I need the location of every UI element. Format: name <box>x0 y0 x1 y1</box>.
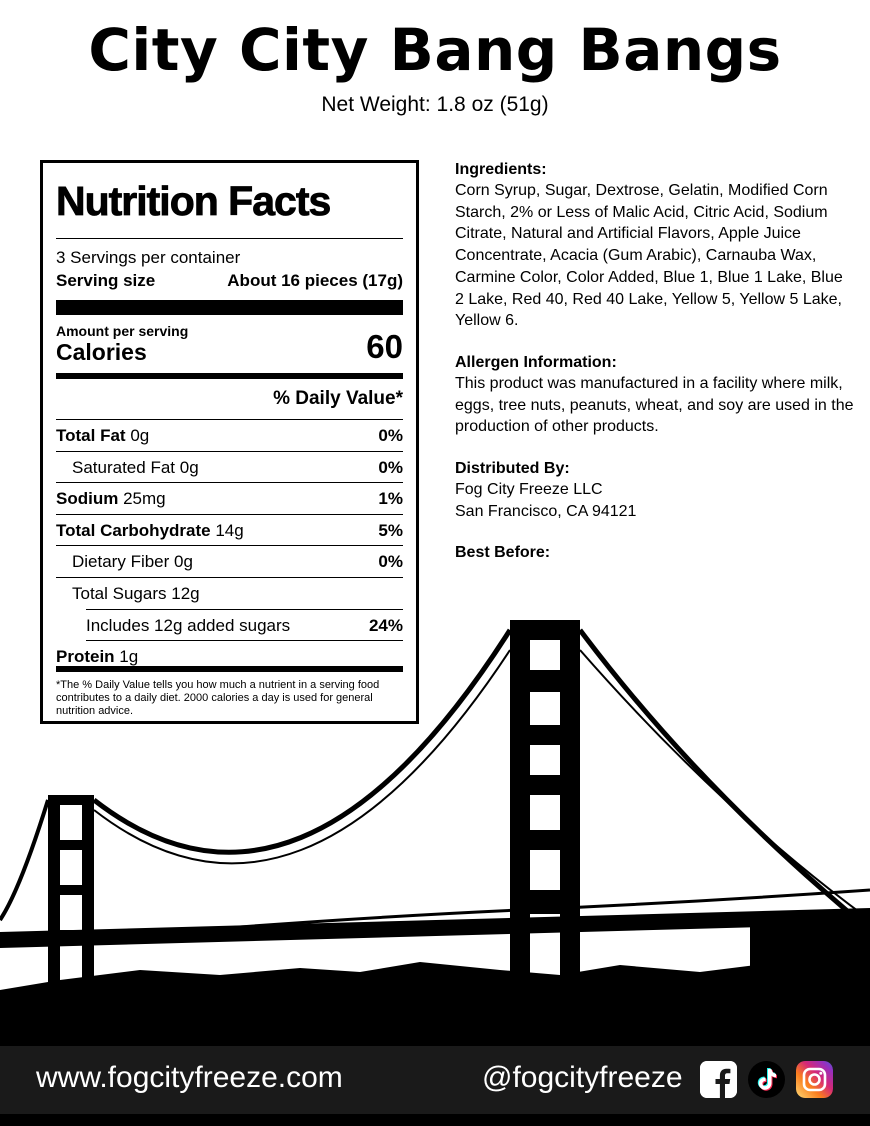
distributor-address: San Francisco, CA 94121 <box>455 502 637 520</box>
nutrient-amount: 0g <box>174 552 193 571</box>
nutrient-amount: 0g <box>179 457 199 477</box>
nutrient-dv: 5% <box>378 520 403 540</box>
nutrient-row <box>56 546 403 578</box>
ingredients-section <box>455 160 855 332</box>
nutrient-row <box>56 483 403 515</box>
calories-value: 60 <box>366 328 403 365</box>
best-before-section <box>455 543 855 563</box>
servings-per-container: 3 Servings per container <box>56 248 241 267</box>
ingredients-text: Corn Syrup, Sugar, Dextrose, Gelatin, Modified Corn Starch, 2% or Less of Malic Acid, Citric Acid, Sodium Citrate, Natural and Artificial Flavors, Apple Juice Concentrate, Acacia (Gum Arabic), Carnauba Wax, Carmine Color, Color Added, Blue 1, Blue 1 Lake, Blue 2 Lake, Red 40, Red 40 Lake, Yellow 5, Yellow 5 Lake, Yellow 6. <box>455 182 843 330</box>
nutrient-name: Total Carbohydrate <box>56 520 211 540</box>
daily-value-header: % Daily Value* <box>56 379 403 420</box>
nutrient-dv: 24% <box>368 616 403 635</box>
nutrient-row <box>56 452 403 484</box>
nutrient-dv: 0% <box>378 552 403 571</box>
facebook-icon[interactable] <box>700 1061 737 1098</box>
nutrition-facts-panel <box>40 160 419 724</box>
serving-size-row <box>56 270 403 292</box>
calories-label: Calories <box>56 339 147 365</box>
nutrition-facts-title: Nutrition Facts <box>56 178 403 239</box>
daily-value-footnote: *The % Daily Value tells you how much a nutrient in a serving food contributes to a daily diet. 2000 calories a day is used for general nutrition advice. <box>56 678 380 717</box>
website-link[interactable]: www.fogcityfreeze.com <box>36 1061 343 1094</box>
nutrient-amount: 14g <box>215 520 244 540</box>
nutrient-amount: 25mg <box>123 489 166 508</box>
best-before-heading: Best Before: <box>455 544 551 562</box>
nutrient-dv: 0% <box>378 457 403 477</box>
nutrient-amount: 12g <box>171 583 200 603</box>
nutrient-name: Dietary Fiber <box>72 552 170 571</box>
nutrient-name: Saturated Fat <box>72 457 176 477</box>
product-title: City City Bang Bangs <box>88 16 782 84</box>
amount-per-serving: Amount per serving <box>56 323 189 339</box>
nutrient-row <box>56 420 403 452</box>
instagram-icon[interactable] <box>796 1061 833 1098</box>
nutrient-amount: 1g <box>119 646 139 666</box>
distributor-name: Fog City Freeze LLC <box>455 481 603 499</box>
nutrient-name: Protein <box>56 646 115 666</box>
nutrient-name: Includes 12g added sugars <box>86 616 291 635</box>
nutrient-name: Total Sugars <box>72 583 167 603</box>
allergen-text: This product was manufactured in a facility where milk, eggs, tree nuts, peanuts, wheat, and soy are used in the production of other products. <box>455 374 854 436</box>
nutrient-amount: 0g <box>130 426 150 445</box>
nutrient-row <box>86 609 403 641</box>
calories-row <box>56 323 403 365</box>
nutrient-dv: 0% <box>378 426 403 445</box>
bottom-strip <box>0 1114 870 1126</box>
footer-bar <box>0 1046 870 1114</box>
nutrient-row <box>56 515 403 547</box>
product-info-column <box>455 160 855 584</box>
nutrient-name: Total Fat <box>56 426 126 445</box>
tiktok-icon[interactable] <box>748 1061 785 1098</box>
nutrient-name: Sodium <box>56 489 119 508</box>
nutrient-row <box>56 578 403 610</box>
thick-divider <box>56 300 403 315</box>
distributor-heading: Distributed By: <box>455 460 570 478</box>
serving-size-value: About 16 pieces (17g) <box>227 271 403 290</box>
nutrient-dv: 1% <box>378 489 403 508</box>
serving-size-label: Serving size <box>56 271 156 290</box>
allergen-heading: Allergen Information: <box>455 353 617 371</box>
ingredients-heading: Ingredients: <box>455 161 547 178</box>
net-weight: Net Weight: 1.8 oz (51g) <box>321 93 549 116</box>
allergen-section <box>455 353 855 438</box>
nutrient-row <box>56 641 403 672</box>
social-handle[interactable]: @fogcityfreeze <box>482 1061 683 1094</box>
distributor-section <box>455 459 855 522</box>
